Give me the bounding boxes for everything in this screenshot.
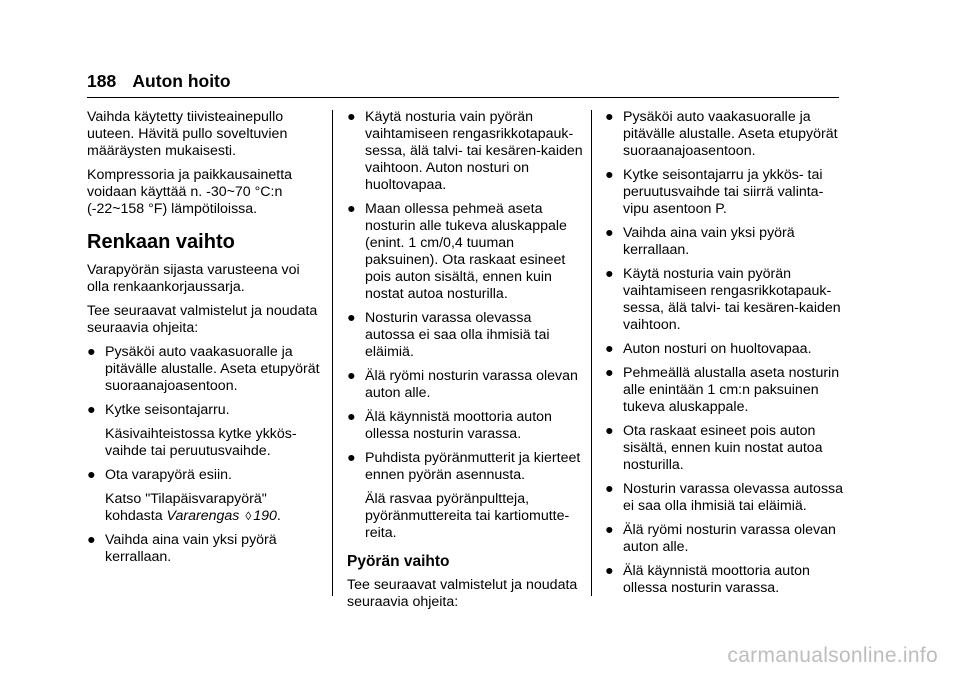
list-item	[87, 402, 323, 419]
list-item-text: Ota raskaat esineet pois auton sisältä, ennen kuin nostat autoa nosturilla.	[623, 423, 823, 473]
list-item	[605, 109, 845, 160]
paragraph: Kompressoria ja paikkausainetta voidaan käyttää n. -30~70 °C:n (-22~158 °F) lämpötiloissa.	[87, 167, 293, 217]
list-item-text: Nosturin varassa olevassa autossa ei saa olla ihmisiä tai eläimiä.	[623, 481, 844, 514]
list-item-text: Älä ryömi nosturin varassa olevan auton alle.	[623, 522, 836, 555]
list-item-text: Älä ryömi nosturin varassa olevan auton alle.	[365, 368, 578, 401]
list-item-text: Puhdista pyöränmutterit ja kierteet ennen pyörän asennusta.	[365, 450, 581, 483]
bullet-icon: ●	[87, 532, 96, 548]
page-number: 188	[87, 71, 117, 91]
list-item	[87, 532, 323, 566]
column-1	[87, 109, 323, 573]
list-item	[87, 344, 323, 395]
note: Älä rasvaa pyöränpultteja, pyöränmuttereita tai kartiomutte-reita.	[365, 491, 570, 541]
list-item	[347, 368, 583, 402]
list-item-text: Älä käynnistä moottoria auton ollessa nosturin varassa.	[365, 409, 552, 442]
paragraph: Vaihda käytetty tiivisteainepullo uuteen. Hävitä pullo soveltuvien määräysten mukaisesti.	[87, 109, 288, 159]
bullet-icon: ●	[605, 481, 614, 497]
bullet-icon: ●	[87, 402, 96, 418]
page-reference-icon: ◊	[245, 509, 252, 523]
list-item	[605, 341, 845, 358]
bullet-icon: ●	[605, 167, 614, 183]
bullet-icon: ●	[605, 225, 614, 241]
list-item-text: Käytä nosturia vain pyörän vaihtamiseen rengasrikkotapauk-sessa, älä talvi- tai kesären-kaiden vaihtoon. Auton nosturi on huoltovapaa.	[365, 109, 583, 193]
bullet-icon: ●	[347, 201, 356, 217]
list-item	[87, 467, 323, 484]
bullet-icon: ●	[87, 344, 96, 360]
column-3	[605, 109, 845, 604]
list-item-text: Kytke seisontajarru.	[105, 402, 230, 418]
list-item-text: Älä käynnistä moottoria auton ollessa nosturin varassa.	[623, 563, 810, 596]
bullet-icon: ●	[605, 266, 614, 282]
list-item	[605, 365, 845, 416]
list-item	[347, 450, 583, 484]
bullet-icon: ●	[347, 109, 356, 125]
header-rule	[87, 97, 839, 98]
list-item	[347, 201, 583, 303]
list-item-text: Kytke seisontajarru ja ykkös- tai peruutusvaihde tai siirrä valinta-vipu asentoon P.	[623, 167, 824, 217]
list-item-text: Ota varapyörä esiin.	[105, 467, 232, 483]
bullet-icon: ●	[605, 563, 614, 579]
bullet-icon: ●	[605, 522, 614, 538]
list-item-text: Pysäköi auto vaakasuoralle ja pitävälle alustalle. Aseta etupyörät suoraanajoasentoon.	[623, 109, 838, 159]
column-divider	[591, 110, 592, 596]
cross-reference-page[interactable]: 190	[253, 508, 277, 524]
paragraph: Tee seuraavat valmistelut ja noudata seuraavia ohjeita:	[87, 303, 318, 336]
column-divider	[332, 110, 333, 596]
page-title: Auton hoito	[132, 71, 231, 91]
list-item	[605, 423, 845, 474]
list-item	[347, 310, 583, 361]
bullet-icon: ●	[347, 368, 356, 384]
list-item	[605, 563, 845, 597]
bullet-icon: ●	[87, 467, 96, 483]
note	[87, 491, 323, 525]
list-item	[605, 522, 845, 556]
list-item	[605, 225, 845, 259]
bullet-icon: ●	[605, 341, 614, 357]
list-item-text: Auton nosturi on huoltovapaa.	[623, 341, 812, 357]
note-text: Katso "Tilapäisvarapyörä" kohdasta	[105, 491, 267, 524]
list-item-text: Vaihda aina vain yksi pyörä kerrallaan.	[623, 225, 795, 258]
section-heading: Renkaan vaihto	[87, 231, 235, 253]
list-item-text: Käytä nosturia vain pyörän vaihtamiseen rengasrikkotapauk-sessa, älä talvi- tai kesären-kaiden vaihtoon.	[623, 266, 841, 333]
subsection-heading: Pyörän vaihto	[347, 553, 450, 570]
list-item	[605, 481, 845, 515]
list-item	[605, 266, 845, 334]
paragraph: Tee seuraavat valmistelut ja noudata seuraavia ohjeita:	[347, 577, 578, 610]
watermark: carmanualsonline.info	[727, 644, 938, 667]
list-item-text: Nosturin varassa olevassa autossa ei saa olla ihmisiä tai eläimiä.	[365, 310, 550, 360]
bullet-icon: ●	[347, 409, 356, 425]
bullet-icon: ●	[605, 365, 614, 381]
bullet-icon: ●	[347, 450, 356, 466]
note: Käsivaihteistossa kytke ykkös-vaihde tai peruutusvaihde.	[105, 426, 297, 459]
list-item-text: Pehmeällä alustalla aseta nosturin alle enintään 1 cm:n paksuinen tukeva aluskappale.	[623, 365, 840, 415]
list-item	[605, 167, 845, 218]
list-item	[347, 109, 583, 194]
list-item-text: Vaihda aina vain yksi pyörä kerrallaan.	[105, 532, 277, 565]
bullet-icon: ●	[347, 310, 356, 326]
list-item-text: Maan ollessa pehmeä aseta nosturin alle tukeva aluskappale (enint. 1 cm/0,4 tuuman paksuinen). Ota raskaat esineet pois auton sisältä, ennen kuin nostat autoa nosturilla.	[365, 201, 567, 302]
cross-reference-link[interactable]: Vararengas	[166, 508, 240, 524]
bullet-icon: ●	[605, 423, 614, 439]
note-text: .	[276, 508, 281, 524]
paragraph: Varapyörän sijasta varusteena voi olla renkaankorjaussarja.	[87, 262, 300, 295]
list-item-text: Pysäköi auto vaakasuoralle ja pitävälle alustalle. Aseta etupyörät suoraanajoasentoon.	[105, 344, 320, 394]
page-header	[87, 71, 231, 92]
bullet-icon: ●	[605, 109, 614, 125]
list-item	[347, 409, 583, 443]
column-2	[347, 109, 583, 618]
